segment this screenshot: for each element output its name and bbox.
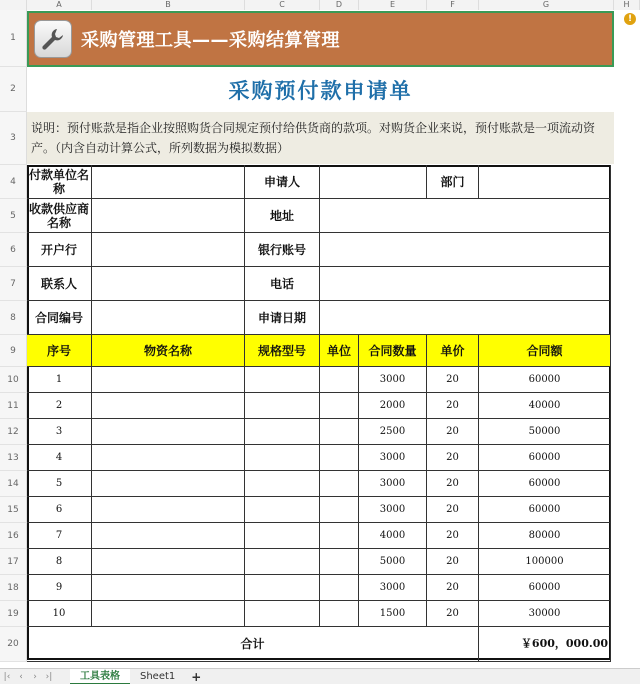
sheet-tab-bar (0, 668, 640, 684)
row-header[interactable]: 13 (0, 445, 27, 471)
cell-price[interactable]: 20 (427, 445, 479, 471)
column-header[interactable]: A (27, 0, 92, 10)
add-sheet-button[interactable]: + (191, 669, 202, 684)
cell-unit[interactable] (320, 419, 359, 445)
label-contract-no[interactable]: 合同编号 (27, 301, 92, 335)
header-unit[interactable]: 单位 (320, 335, 359, 367)
cell-no[interactable]: 1 (27, 367, 92, 393)
row-header[interactable]: 4 (0, 165, 27, 199)
label-contact[interactable]: 联系人 (27, 267, 92, 301)
cell-item-name[interactable] (92, 575, 245, 601)
label-address[interactable]: 地址 (245, 199, 320, 233)
tab-tool-sheet[interactable]: 工具表格 (70, 669, 130, 684)
cell-price[interactable]: 20 (427, 419, 479, 445)
cell-price[interactable]: 20 (427, 393, 479, 419)
header-no[interactable]: 序号 (27, 335, 92, 367)
row-header[interactable]: 14 (0, 471, 27, 497)
cell-qty[interactable]: 3000 (359, 445, 427, 471)
input-bank-account[interactable] (320, 233, 611, 267)
input-apply-date[interactable] (320, 301, 611, 335)
cell-no[interactable]: 6 (27, 497, 92, 523)
label-payer-unit[interactable]: 付款单位名称 (27, 165, 92, 199)
row-header[interactable]: 8 (0, 301, 27, 335)
cell-price[interactable]: 20 (427, 549, 479, 575)
row-header[interactable]: 18 (0, 575, 27, 601)
cell-item-name[interactable] (92, 601, 245, 627)
label-phone[interactable]: 电话 (245, 267, 320, 301)
next-sheet-icon[interactable]: › (33, 671, 37, 682)
cell-spec[interactable] (245, 445, 320, 471)
label-bank-account[interactable]: 银行账号 (245, 233, 320, 267)
cell-no[interactable]: 3 (27, 419, 92, 445)
cell-no[interactable]: 8 (27, 549, 92, 575)
header-price[interactable]: 单价 (427, 335, 479, 367)
input-payer-unit[interactable] (92, 165, 245, 199)
column-header[interactable]: F (427, 0, 479, 10)
header-amount[interactable]: 合同额 (479, 335, 611, 367)
application-form-table (27, 165, 611, 660)
cell-price[interactable]: 20 (427, 575, 479, 601)
cell-amount[interactable]: 80000 (479, 523, 611, 549)
cell-spec[interactable] (245, 549, 320, 575)
cell-amount[interactable]: 60000 (479, 445, 611, 471)
row-header[interactable]: 20 (0, 627, 27, 662)
cell-qty[interactable]: 2000 (359, 393, 427, 419)
cell-amount[interactable]: 60000 (479, 367, 611, 393)
cell-qty[interactable]: 1500 (359, 601, 427, 627)
cell-qty[interactable]: 4000 (359, 523, 427, 549)
row-header[interactable]: 11 (0, 393, 27, 419)
cell-price[interactable]: 20 (427, 601, 479, 627)
input-address[interactable] (320, 199, 611, 233)
cell-item-name[interactable] (92, 497, 245, 523)
cell-qty[interactable]: 3000 (359, 367, 427, 393)
row-header[interactable]: 16 (0, 523, 27, 549)
column-header[interactable]: C (245, 0, 320, 10)
wrench-icon (34, 20, 72, 58)
cell-spec[interactable] (245, 523, 320, 549)
cell-amount[interactable]: 100000 (479, 549, 611, 575)
cell-price[interactable]: 20 (427, 497, 479, 523)
cell-item-name[interactable] (92, 393, 245, 419)
input-bank[interactable] (92, 233, 245, 267)
warning-icon[interactable]: ! (624, 13, 636, 25)
row-header[interactable]: 10 (0, 367, 27, 393)
row-header[interactable]: 3 (0, 112, 27, 165)
select-all-corner[interactable] (0, 0, 27, 10)
column-header[interactable]: D (320, 0, 359, 10)
cell-item-name[interactable] (92, 523, 245, 549)
cell-spec[interactable] (245, 419, 320, 445)
label-applicant[interactable]: 申请人 (245, 165, 320, 199)
cell-unit[interactable] (320, 471, 359, 497)
cell-unit[interactable] (320, 549, 359, 575)
cell-amount[interactable]: 60000 (479, 471, 611, 497)
input-supplier[interactable] (92, 199, 245, 233)
input-phone[interactable] (320, 267, 611, 301)
form-title[interactable]: 采购预付款申请单 (228, 79, 413, 103)
cell-spec[interactable] (245, 575, 320, 601)
label-supplier[interactable]: 收款供应商名称 (27, 199, 92, 233)
cell-spec[interactable] (245, 601, 320, 627)
row-header[interactable]: 2 (0, 67, 27, 112)
row-header[interactable]: 1 (0, 10, 27, 67)
cell-unit[interactable] (320, 601, 359, 627)
label-apply-date[interactable]: 申请日期 (245, 301, 320, 335)
header-qty[interactable]: 合同数量 (359, 335, 427, 367)
cell-item-name[interactable] (92, 549, 245, 575)
cell-unit[interactable] (320, 497, 359, 523)
cell-price[interactable]: 20 (427, 367, 479, 393)
cell-amount[interactable]: 60000 (479, 575, 611, 601)
header-spec[interactable]: 规格型号 (245, 335, 320, 367)
row-header[interactable]: 6 (0, 233, 27, 267)
cell-price[interactable]: 20 (427, 471, 479, 497)
column-header[interactable]: G (479, 0, 614, 10)
cell-no[interactable]: 4 (27, 445, 92, 471)
header-item-name[interactable]: 物资名称 (92, 335, 245, 367)
row-header[interactable]: 5 (0, 199, 27, 233)
cell-qty[interactable]: 3000 (359, 471, 427, 497)
total-label[interactable]: 合计 (27, 627, 479, 662)
title-banner[interactable] (27, 11, 614, 67)
note-text[interactable]: 说明：预付账款是指企业按照购货合同规定预付给供货商的款项。对购货企业来说，预付账款是一项流动资产。（内含自动计算公式，所列数据为模拟数据） (27, 112, 614, 164)
cell-amount[interactable]: 30000 (479, 601, 611, 627)
total-value[interactable]: ￥600，000.00 (479, 627, 611, 662)
cell-qty[interactable]: 2500 (359, 419, 427, 445)
cell-amount[interactable]: 60000 (479, 497, 611, 523)
cell-item-name[interactable] (92, 419, 245, 445)
cell-unit[interactable] (320, 575, 359, 601)
cell-no[interactable]: 2 (27, 393, 92, 419)
cell-no[interactable]: 10 (27, 601, 92, 627)
cell-item-name[interactable] (92, 471, 245, 497)
cell-unit[interactable] (320, 523, 359, 549)
cell-spec[interactable] (245, 471, 320, 497)
column-header[interactable]: E (359, 0, 427, 10)
row-header[interactable]: 17 (0, 549, 27, 575)
row-header[interactable]: 19 (0, 601, 27, 627)
prev-sheet-icon[interactable]: ‹ (19, 671, 23, 682)
input-department[interactable] (479, 165, 611, 199)
row-header[interactable]: 15 (0, 497, 27, 523)
banner-title: 采购管理工具——采购结算管理 (81, 30, 340, 51)
cell-amount[interactable]: 40000 (479, 393, 611, 419)
tab-sheet1[interactable]: Sheet1 (140, 670, 176, 682)
cell-no[interactable]: 9 (27, 575, 92, 601)
cell-price[interactable]: 20 (427, 523, 479, 549)
label-bank[interactable]: 开户行 (27, 233, 92, 267)
cell-no[interactable]: 5 (27, 471, 92, 497)
input-applicant[interactable] (320, 165, 427, 199)
cell-amount[interactable]: 50000 (479, 419, 611, 445)
row-header[interactable]: 12 (0, 419, 27, 445)
cell-unit[interactable] (320, 367, 359, 393)
cell-qty[interactable]: 3000 (359, 575, 427, 601)
input-contract-no[interactable] (92, 301, 245, 335)
input-contact[interactable] (92, 267, 245, 301)
cell-unit[interactable] (320, 445, 359, 471)
column-header[interactable]: B (92, 0, 245, 10)
cell-qty[interactable]: 3000 (359, 497, 427, 523)
row-header[interactable]: 7 (0, 267, 27, 301)
cell-spec[interactable] (245, 497, 320, 523)
cell-no[interactable]: 7 (27, 523, 92, 549)
cell-spec[interactable] (245, 367, 320, 393)
first-sheet-icon[interactable]: |‹ (3, 671, 11, 682)
cell-qty[interactable]: 5000 (359, 549, 427, 575)
column-header[interactable]: H (614, 0, 640, 10)
cell-unit[interactable] (320, 393, 359, 419)
cell-item-name[interactable] (92, 445, 245, 471)
row-header[interactable]: 9 (0, 335, 27, 367)
last-sheet-icon[interactable]: ›| (45, 671, 53, 682)
label-department[interactable]: 部门 (427, 165, 479, 199)
cell-spec[interactable] (245, 393, 320, 419)
cell-item-name[interactable] (92, 367, 245, 393)
